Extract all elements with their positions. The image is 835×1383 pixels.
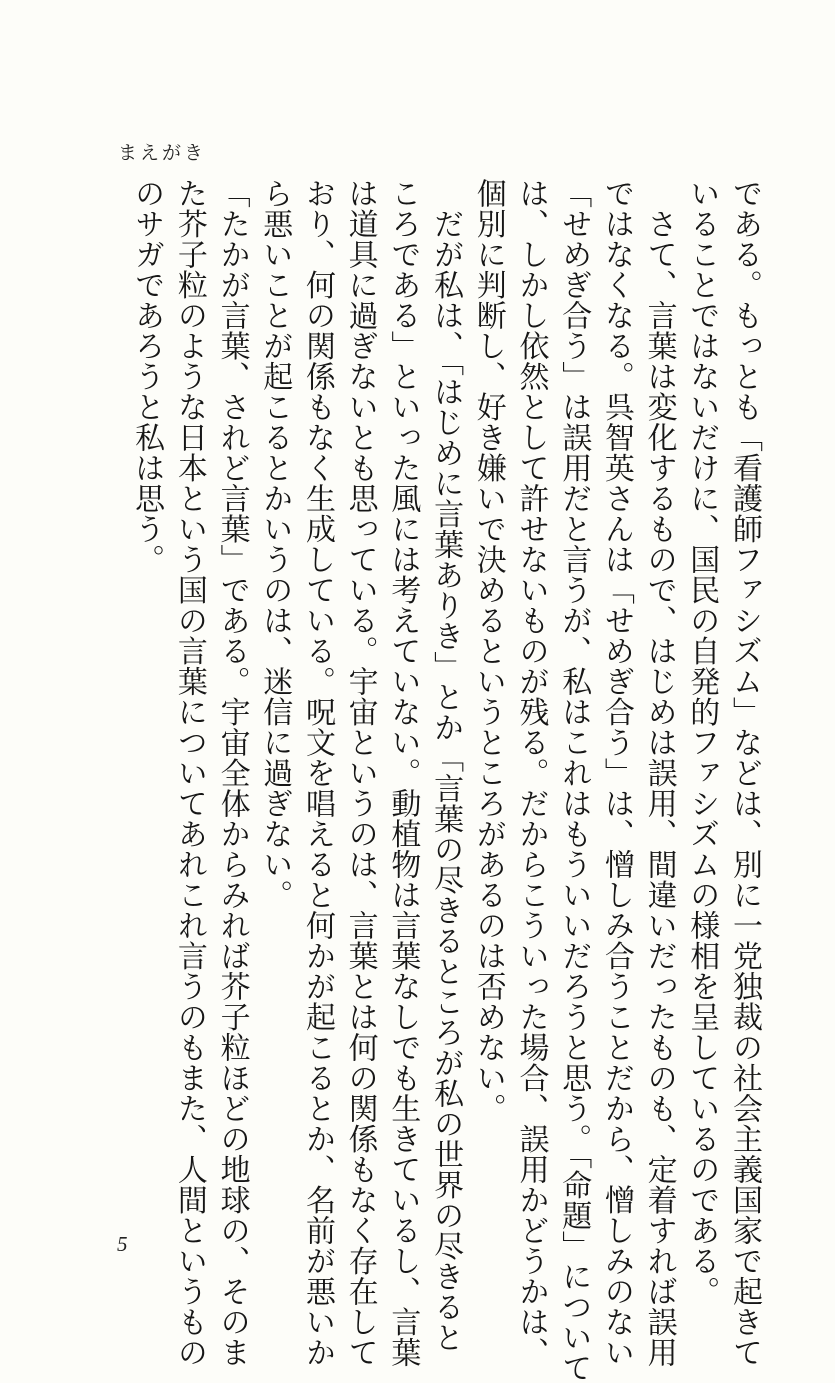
text-line: おり、何の関係もなく生成している。呪文を唱えると何かが起こるとか、名前が悪いか	[299, 178, 335, 1368]
text-line: ら悪いことが起こるとかいうのは、迷信に過ぎない。	[257, 178, 293, 910]
text-line: のサガであろうと私は思う。	[129, 178, 165, 575]
body-text	[124, 178, 765, 1383]
text-line: いることではないだけに、国民の自発的ファシズムの様相を呈しているのである。	[684, 178, 720, 1307]
text-line: さて、言葉は変化するもので、はじめは誤用、間違いだったものも、定着すれば誤用	[641, 178, 677, 1368]
text-line: は、しかし依然として許せないものが残る。だからこういった場合、誤用かどうかは、	[513, 178, 549, 1368]
running-head: まえがき	[118, 142, 207, 164]
text-line: 「たかが言葉、されど言葉」である。宇宙全体からみれば芥子粒ほどの地球の、そのま	[214, 178, 250, 1368]
text-line: は道具に過ぎないとも思っている。宇宙というのは、言葉とは何の関係もなく存在して	[342, 178, 378, 1368]
text-line: た芥子粒のような日本という国の言葉についてあれこれ言うのもまた、人間というもの	[171, 178, 207, 1368]
text-line: だが私は、「はじめに言葉ありき」とか「言葉の尽きるところが私の世界の尽きると	[428, 178, 464, 1353]
text-line: ころである」といった風には考えていない。動植物は言葉なしでも生きているし、言葉	[385, 178, 421, 1368]
text-line: ではなくなる。呉智英さんは「せめぎ合う」は、憎しみ合うことだから、憎しみのない	[598, 178, 634, 1368]
text-line: 「せめぎ合う」は誤用だと言うが、私はこれはもういいだろうと思う。「命題」について	[556, 178, 592, 1383]
page-number: 5	[117, 1232, 128, 1256]
text-line: である。もっとも「看護師ファシズム」などは、別に一党独裁の社会主義国家で起きて	[727, 178, 762, 1368]
text-line: 個別に判断し、好き嫌いで決めるというところがあるのは否めない。	[470, 178, 506, 1124]
